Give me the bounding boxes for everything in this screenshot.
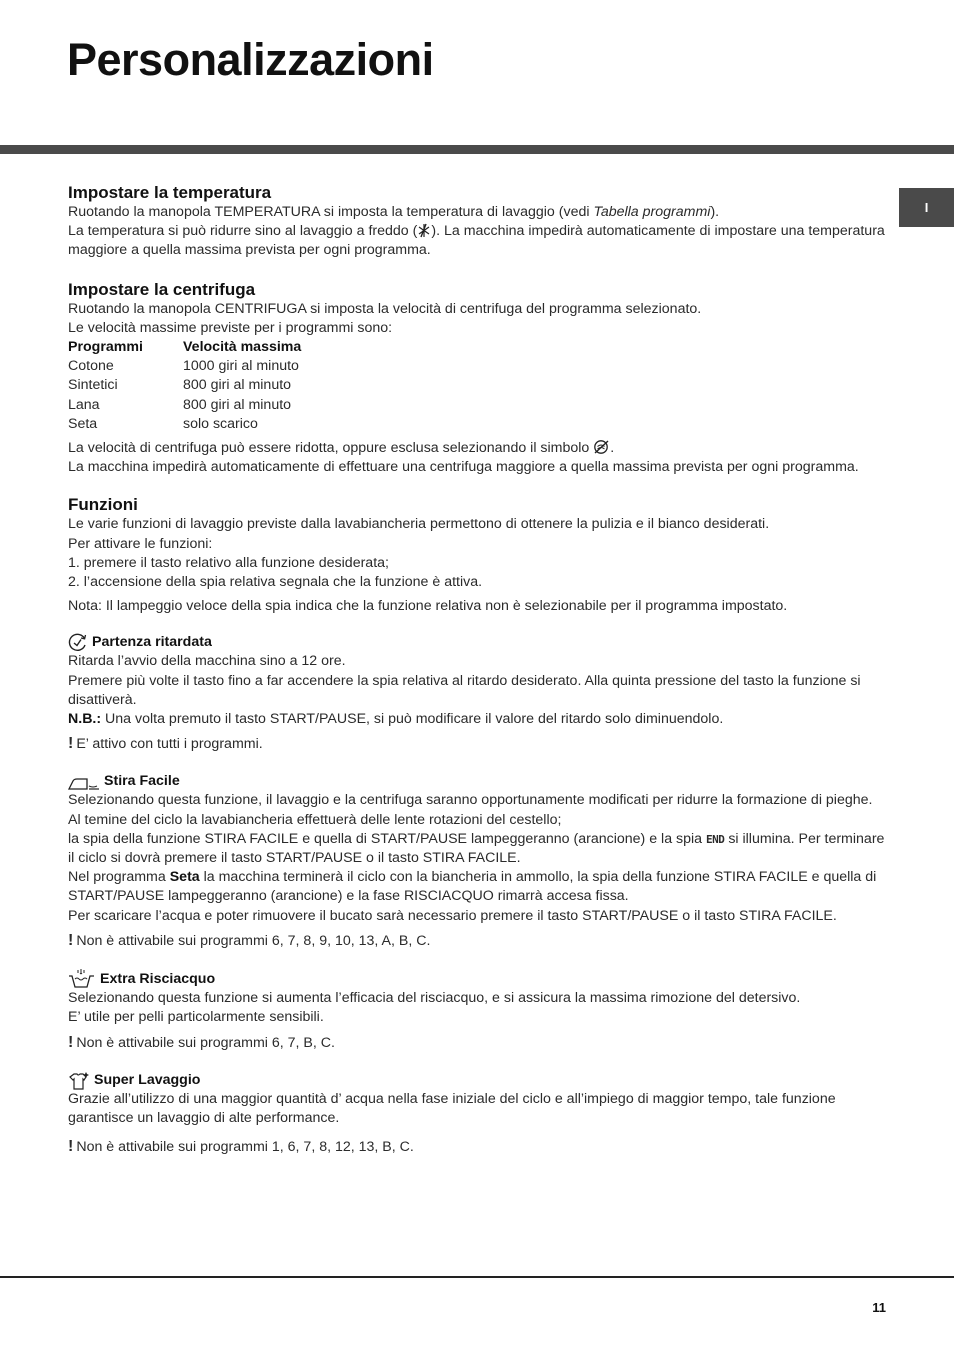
table-row (68, 357, 301, 376)
super-wash-paragraph-1: Grazie all’utilizzo di una maggior quantità d’ acqua nella fase iniziale del ciclo e all’impiego di maggior tempo, tale funzione garantisce un lavaggio di alte performance. (68, 1090, 836, 1126)
page-number: 11 (872, 1300, 886, 1315)
easy-iron-paragraph-3 (68, 868, 888, 906)
table-row (68, 376, 301, 395)
functions-paragraph-2: Per attivare le funzioni: (68, 535, 213, 552)
speed-cell: 800 giri al minuto (183, 396, 292, 413)
column-header-programs: Programmi (68, 339, 143, 356)
section-functions (68, 495, 888, 1157)
section-temperature (68, 183, 888, 261)
speed-cell: solo scarico (183, 415, 258, 432)
super-wash-warning (68, 1137, 888, 1157)
extra-rinse-paragraph-1: Selezionando questa funzione si aumenta l’efficacia del risciacquo, e si assicura la massima rimozione del detersivo. (68, 990, 801, 1007)
functions-step-1: 1. premere il tasto relativo alla funzione desiderata; (68, 554, 389, 571)
page-title: Personalizzazioni (67, 34, 434, 85)
table-header-row (68, 338, 301, 357)
text: si illumina. Per terminare il ciclo si dovrà premere il tasto START/PAUSE o il tasto STIRA FACILE. (68, 830, 885, 867)
text: E’ attivo con tutti i programmi. (76, 736, 263, 753)
easy-iron-heading (68, 772, 888, 791)
delayed-start-nb (68, 710, 888, 729)
column-header-max-speed: Velocità massima (183, 339, 302, 356)
functions-note: Nota: Il lampeggio veloce della spia indica che la funzione relativa non è selezionabile per il programma impostato. (68, 598, 788, 615)
temperature-paragraph-1 (68, 203, 888, 222)
warning-icon: ! (68, 1138, 74, 1156)
warning-icon: ! (68, 1033, 74, 1051)
delayed-start-heading (68, 633, 888, 652)
function-super-wash (68, 1071, 888, 1158)
text: Nel programma (68, 869, 170, 886)
programs-table-reference: Tabella programmi (593, 204, 711, 220)
program-cell: Lana (68, 396, 100, 413)
functions-heading: Funzioni (68, 495, 138, 515)
text: ). La macchina impedirà automaticamente di impostare una temperatura maggiore a quella massima prevista per ogni programma. (68, 223, 885, 259)
footer-divider (0, 1276, 954, 1278)
function-extra-rinse (68, 969, 888, 1053)
text: La velocità di centrifuga può essere ridotta, oppure esclusa selezionando il simbolo (68, 440, 594, 457)
easy-iron-warning (68, 931, 888, 951)
functions-paragraph-1: Le varie funzioni di lavaggio previste dalla lavabiancheria permettono di ottenere la pulizia e il bianco desiderati. (68, 516, 770, 533)
text: ). (710, 204, 720, 220)
program-cell: Sintetici (68, 377, 118, 394)
spin-paragraph-1: Ruotando la manopola CENTRIFUGA si imposta la velocità di centrifuga del programma selezionato. (68, 300, 702, 317)
heading-text: Extra Risciacquo (100, 971, 216, 988)
text: la macchina terminerà il ciclo con la biancheria in ammollo, la spia della funzione STIRA FACILE e quella di START/PAUSE lampeggeranno (arancione) e la fase RISCIACQUO rimarrà accesa fissa. (68, 869, 877, 905)
delayed-start-paragraph-1: Ritarda l’avvio della macchina sino a 12 ore. (68, 653, 346, 670)
iron-icon (68, 777, 100, 791)
spin-paragraph-2: Le velocità massime previste per i programmi sono: (68, 319, 393, 336)
rinse-tub-icon (68, 969, 96, 989)
function-easy-iron (68, 772, 888, 951)
heading-text: Super Lavaggio (94, 1071, 201, 1088)
extra-rinse-warning (68, 1033, 888, 1053)
table-row (68, 415, 301, 434)
main-content (68, 183, 888, 1157)
header-divider (0, 145, 954, 154)
text: Non è attivabile sui programmi 1, 6, 7, 8, 12, 13, B, C. (76, 1139, 414, 1156)
table-row (68, 396, 301, 415)
text: Non è attivabile sui programmi 6, 7, B, C. (76, 1034, 335, 1051)
delayed-start-paragraph-2: Premere più volte il tasto fino a far accendere la spia relativa al ritardo desiderato. Alla quinta pressione del tasto la funzione si disattiverà. (68, 672, 861, 708)
section-spin (68, 280, 888, 478)
speed-cell: 1000 giri al minuto (183, 358, 299, 375)
easy-iron-paragraph-4: Per scaricare l’acqua e poter rimuovere il bucato sarà necessario premere il tasto START/PAUSE o il tasto STIRA FACILE. (68, 907, 837, 924)
spin-speed-table (68, 338, 301, 434)
functions-step-2: 2. l’accensione della spia relativa segnala che la funzione è attiva. (68, 574, 483, 591)
shirt-sparkle-icon (68, 1071, 90, 1090)
delayed-start-warning (68, 734, 888, 754)
warning-icon: ! (68, 735, 74, 753)
cold-wash-icon (417, 223, 431, 238)
spin-paragraph-3 (68, 439, 888, 458)
speed-cell: 800 giri al minuto (183, 377, 292, 394)
spin-paragraph-4: La macchina impedirà automaticamente di effettuare una centrifuga maggiore a quella massima prevista per ogni programma. (68, 459, 859, 476)
program-cell: Cotone (68, 358, 114, 375)
warning-icon: ! (68, 931, 74, 949)
spin-heading: Impostare la centrifuga (68, 279, 256, 299)
text: Non è attivabile sui programmi 6, 7, 8, 9, 10, 13, A, B, C. (76, 932, 431, 949)
easy-iron-paragraph-1: Selezionando questa funzione, il lavaggio e la centrifuga saranno opportunamente modificati per ridurre la formazione di pieghe. Al temine del ciclo la lavabiancheria effettuerà delle lente rotazioni del cestello; (68, 792, 873, 828)
function-delayed-start (68, 633, 888, 754)
program-cell: Seta (68, 415, 98, 432)
text: Ruotando la manopola TEMPERATURA si imposta la temperatura di lavaggio (vedi (68, 204, 594, 220)
nb-label: N.B.: (68, 711, 102, 728)
text: Una volta premuto il tasto START/PAUSE, si può modificare il valore del ritardo solo diminuendolo. (101, 711, 724, 728)
language-tab: I (899, 188, 954, 227)
text: la spia della funzione STIRA FACILE e quella di START/PAUSE lampeggeranno (arancione) e la spia (68, 830, 706, 847)
easy-iron-paragraph-2 (68, 830, 888, 868)
text: . (610, 440, 615, 457)
no-spin-icon (593, 439, 610, 455)
super-wash-heading (68, 1071, 888, 1090)
clock-icon (68, 633, 88, 652)
temperature-paragraph-2 (68, 222, 888, 260)
program-name-seta: Seta (169, 869, 200, 886)
end-indicator: END (706, 832, 725, 846)
extra-rinse-paragraph-2: E’ utile per pelli particolarmente sensibili. (68, 1009, 324, 1026)
temperature-heading: Impostare la temperatura (68, 183, 272, 202)
heading-text: Partenza ritardata (92, 634, 212, 651)
text: La temperatura si può ridurre sino al lavaggio a freddo ( (68, 223, 418, 240)
extra-rinse-heading (68, 969, 888, 989)
heading-text: Stira Facile (104, 773, 180, 790)
